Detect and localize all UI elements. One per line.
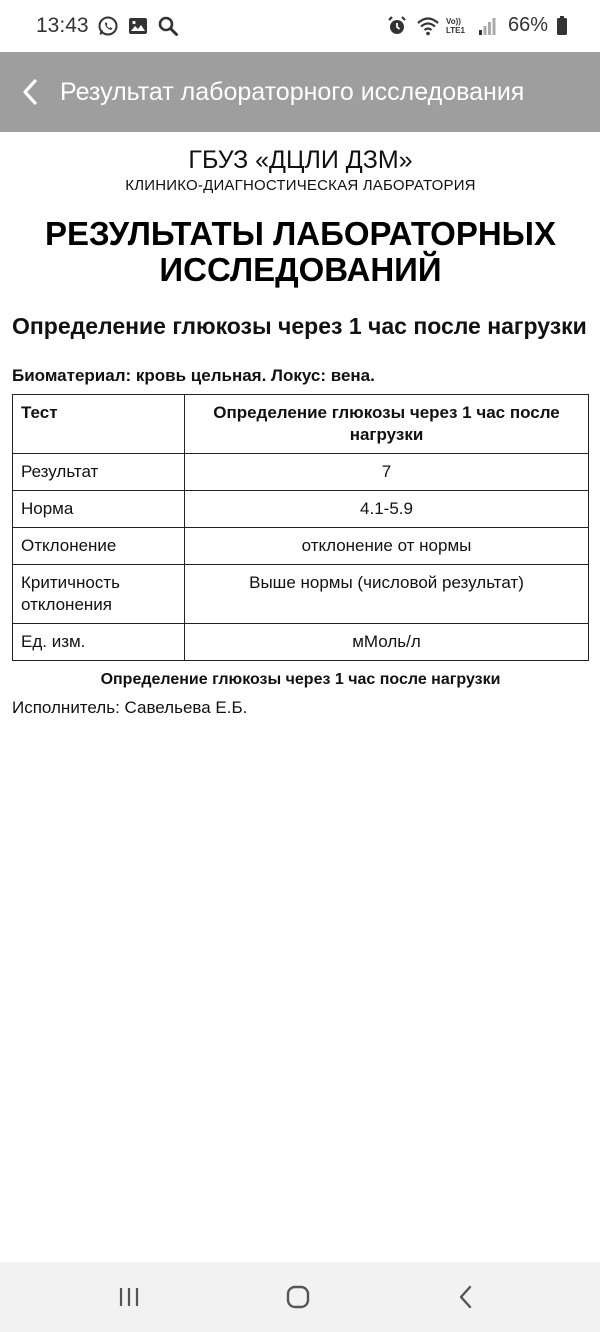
executor-line: Исполнитель: Савельева Е.Б. xyxy=(12,698,248,717)
table-row xyxy=(13,624,589,661)
status-left xyxy=(36,14,179,38)
whatsapp-icon xyxy=(97,15,119,37)
table-cell-label: Критичность отклонения xyxy=(13,565,185,624)
test-title: Определение глюкозы через 1 час после нагрузки xyxy=(12,313,587,339)
volte-lte-icon: Vo)) LTE1 xyxy=(445,16,465,35)
table-cell-value: Выше нормы (числовой результат) xyxy=(185,565,589,624)
table-cell-label: Результат xyxy=(13,454,185,491)
back-nav-button[interactable] xyxy=(446,1280,486,1314)
report-content xyxy=(12,132,589,718)
table-row xyxy=(13,491,589,528)
table-row xyxy=(13,454,589,491)
status-right xyxy=(386,14,568,37)
back-nav-icon xyxy=(456,1284,476,1310)
table-cell-value: 7 xyxy=(185,454,589,491)
org-name: ГБУЗ «ДЦЛИ ДЗМ» xyxy=(188,146,413,174)
chevron-left-icon xyxy=(19,77,41,107)
table-header-cell: Определение глюкозы через 1 час после нагрузки xyxy=(185,395,589,454)
table-cell-value: отклонение от нормы xyxy=(185,528,589,565)
table-header-cell: Тест xyxy=(13,395,185,454)
table-header-row xyxy=(13,395,589,454)
table-row xyxy=(13,565,589,624)
status-bar xyxy=(0,0,600,52)
status-time: 13:43 xyxy=(36,14,89,37)
table-cell-value: 4.1-5.9 xyxy=(185,491,589,528)
recent-apps-button[interactable] xyxy=(109,1280,149,1314)
footer-test-name: Определение глюкозы через 1 час после нагрузки xyxy=(100,671,501,688)
table-cell-label: Ед. изм. xyxy=(13,624,185,661)
table-cell-value: мМоль/л xyxy=(185,624,589,661)
recent-apps-icon xyxy=(117,1285,141,1309)
system-nav-bar xyxy=(0,1262,600,1332)
back-button[interactable] xyxy=(0,52,60,132)
report-main-title: РЕЗУЛЬТАТЫ ЛАБОРАТОРНЫХ ИССЛЕДОВАНИЙ xyxy=(45,215,556,288)
biomaterial-line: Биоматериал: кровь цельная. Локус: вена. xyxy=(12,366,375,385)
alarm-icon xyxy=(386,15,408,37)
table-cell-label: Отклонение xyxy=(13,528,185,565)
search-icon xyxy=(157,15,179,37)
battery-icon xyxy=(556,15,568,37)
wifi-icon xyxy=(416,15,438,37)
app-bar-title: Результат лабораторного исследования xyxy=(60,77,525,106)
results-table xyxy=(12,394,589,661)
home-icon xyxy=(285,1284,311,1310)
lab-name: КЛИНИКО-ДИАГНОСТИЧЕСКАЯ ЛАБОРАТОРИЯ xyxy=(125,177,476,194)
table-cell-label: Норма xyxy=(13,491,185,528)
signal-icon xyxy=(478,15,500,37)
home-button[interactable] xyxy=(278,1280,318,1314)
table-row xyxy=(13,528,589,565)
battery-percent: 66% xyxy=(507,14,548,36)
gallery-icon xyxy=(127,15,149,37)
app-bar xyxy=(0,52,600,132)
